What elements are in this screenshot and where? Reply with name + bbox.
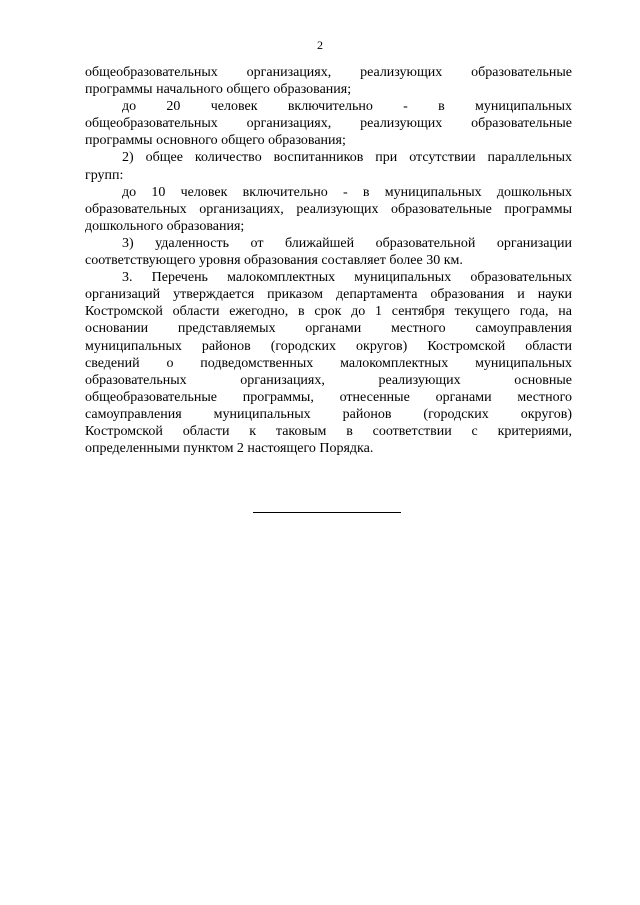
text-line: Костромской области ежегодно, в срок до 1 сентября текущего года, на bbox=[85, 304, 572, 320]
end-of-document-rule bbox=[253, 512, 401, 513]
text-line: 3) удаленность от ближайшей образовательной организации bbox=[122, 235, 572, 251]
text-line: дошкольного образования; bbox=[85, 218, 245, 234]
text-line: образовательных организациях, реализующих образовательные программы bbox=[85, 201, 572, 217]
text-line: соответствующего уровня образования составляет более 30 км. bbox=[85, 253, 463, 269]
text-line: муниципальных районов (городских округов) Костромской области bbox=[85, 338, 572, 354]
text-line: программы начального общего образования; bbox=[85, 82, 352, 98]
text-line: групп: bbox=[85, 167, 124, 183]
paragraph-criterion-2 bbox=[85, 149, 572, 183]
text-line: программы основного общего образования; bbox=[85, 133, 346, 149]
paragraph-section-3 bbox=[85, 269, 572, 457]
paragraph-primary-schools-continued bbox=[85, 64, 572, 98]
text-line: до 10 человек включительно - в муниципальных дошкольных bbox=[122, 184, 572, 200]
text-line: основании представляемых органами местного самоуправления bbox=[85, 321, 572, 337]
text-line: 2) общее количество воспитанников при отсутствии параллельных bbox=[122, 150, 572, 166]
text-line: общеобразовательных организациях, реализующих образовательные bbox=[85, 116, 572, 132]
text-line: определенными пунктом 2 настоящего Порядка. bbox=[85, 441, 374, 457]
text-line: общеобразовательных организациях, реализующих образовательные bbox=[85, 65, 572, 80]
text-line: организаций утверждается приказом департамента образования и науки bbox=[85, 287, 572, 303]
paragraph-basic-schools bbox=[85, 98, 572, 149]
paragraph-criterion-3 bbox=[85, 235, 572, 269]
document-body bbox=[85, 64, 572, 457]
page-number: 2 bbox=[317, 38, 323, 52]
text-line: образовательных организациях, реализующих основные bbox=[85, 372, 572, 388]
text-line: самоуправления муниципальных районов (городских округов) bbox=[85, 406, 572, 422]
text-line: 3. Перечень малокомплектных муниципальных образовательных bbox=[122, 270, 572, 286]
paragraph-preschools bbox=[85, 184, 572, 235]
text-line: общеобразовательные программы, отнесенные органами местного bbox=[85, 389, 572, 405]
text-line: сведений о подведомственных малокомплектных муниципальных bbox=[85, 355, 572, 371]
text-line: до 20 человек включительно - в муниципальных bbox=[122, 99, 572, 115]
text-line: Костромской области к таковым в соответствии с критериями, bbox=[85, 423, 572, 439]
